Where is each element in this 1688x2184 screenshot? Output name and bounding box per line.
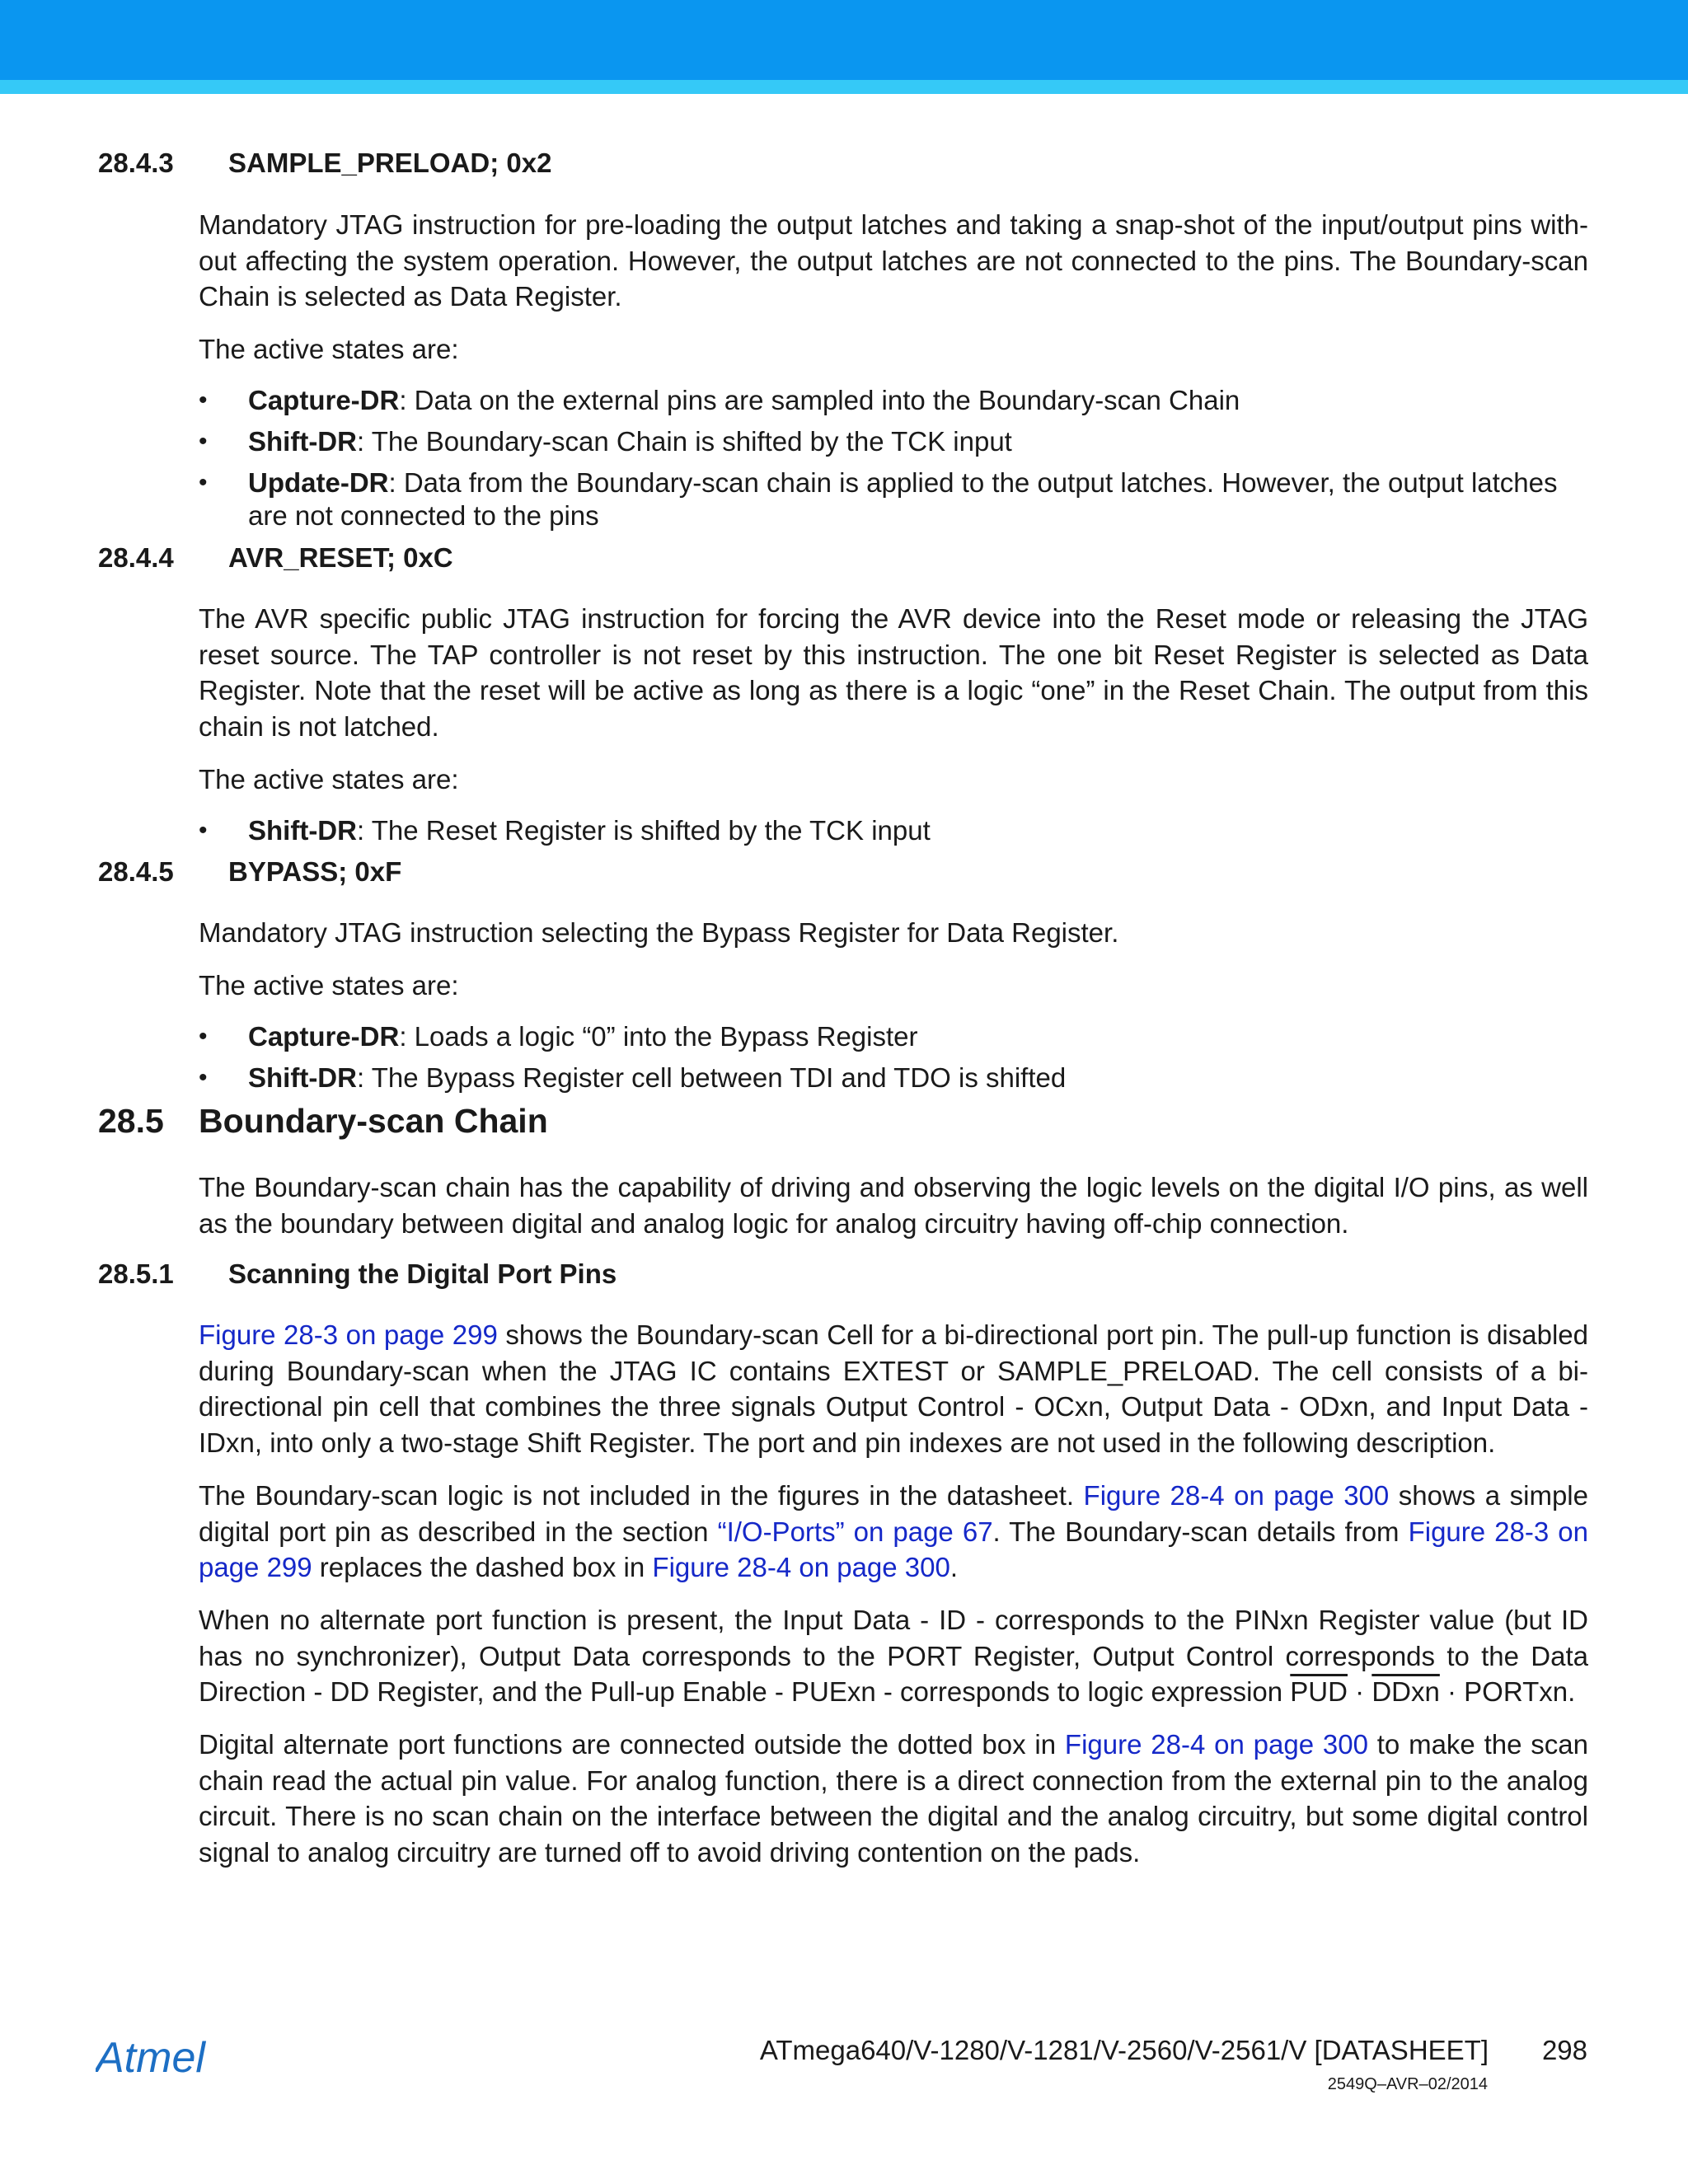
list-item [199,814,1588,847]
list-item [199,1020,1588,1053]
section-number: 28.5 [98,1102,164,1140]
paragraph: Mandatory JTAG instruction selecting the Bypass Register for Data Register. [199,917,1119,948]
list-item [199,384,1588,417]
paragraph-text: shows a simple digital port pin as described in the section [199,1480,1588,1547]
paragraph: The AVR specific public JTAG instruction for forcing the AVR device into the Reset mode or releasing the JTAG reset source. The TAP controller is not reset by this instruction. The one bit Reset Register is selected as Data Register. Note that the reset will be active as long as there is a logic “one” in the Reset Chain. The output from this chain is not latched. [199,603,1588,742]
paragraph: Mandatory JTAG instruction for pre-loading the output latches and taking a snap-shot of the input/output pins with-out affecting the system operation. However, the output latches are not connected to the pins. The Boundary-scan Chain is selected as Data Register. [199,209,1588,312]
section-heading-28-4-4 [98,541,453,574]
paragraph-text: The Boundary-scan logic is not included in the figures in the datasheet. [199,1480,1084,1511]
paragraph [199,1727,1588,1870]
page-number: 298 [1541,2035,1587,2065]
bullet-icon: • [199,428,208,455]
paragraph-text: to make the scan chain read the actual pin value. For analog function, there is a direct connection from the external pin to the analog circuit. There is no scan chain on the interface between the digital and the analog circuitry, but some digital control signal to analog circuitry are turned off to avoid driving contention on the pads. [199,1729,1588,1868]
paragraph: The Boundary-scan chain has the capability of driving and observing the logic levels on the digital I/O pins, as well as the boundary between digital and analog logic for analog circuitry having off-chip connection. [199,1172,1588,1239]
section-number: 28.5.1 [98,1258,174,1289]
paragraph-text: · [1347,1676,1372,1707]
figure-link[interactable]: Figure 28-4 on page 300 [1064,1729,1368,1760]
section-number: 28.4.3 [98,148,174,178]
list-text: : Data from the Boundary-scan chain is applied to the output latches. However, the output latches are not connected to the pins [248,467,1558,531]
paragraph: The active states are: [199,334,459,364]
header-bar [0,0,1688,80]
paragraph [199,1478,1588,1586]
list-text: : The Boundary-scan Chain is shifted by the TCK input [356,426,1012,457]
overline-term: $\overline{PUD}$ [1290,1676,1348,1707]
bullet-icon: • [199,1064,208,1091]
paragraph-text: Digital alternate port functions are connected outside the dotted box in [199,1729,1065,1760]
section-title: Boundary-scan Chain [199,1102,548,1140]
figure-link[interactable]: Figure 28-4 on page 300 [652,1552,950,1582]
paragraph-text: shows the Boundary-scan Cell for a bi-directional port pin. The pull-up function is disabled during Boundary-scan when the JTAG IC contains EXTEST or SAMPLE_PRELOAD. The cell consists of a bi-directional pin cell that combines the three signals Output Control - OCxn, Output Data - ODxn, and Input Data - IDxn, into only a two-stage Shift Register. The port and pin indexes are not used in the following description. [199,1319,1589,1458]
section-number: 28.4.5 [98,856,174,887]
figure-link[interactable]: Figure 28-4 on page 300 [1083,1480,1390,1511]
list-text: : Data on the external pins are sampled into the Boundary-scan Chain [399,385,1240,415]
header-stripe [0,80,1688,94]
logo-text: Atmel [96,2034,205,2082]
list-item [199,466,1588,532]
atmel-logo [96,2034,240,2088]
paragraph: The active states are: [199,970,459,1001]
section-link[interactable]: “I/O-Ports” on page 67 [717,1516,993,1547]
list-text: : The Bypass Register cell between TDI and TDO is shifted [356,1062,1067,1093]
document-code: 2549Q–AVR–02/2014 [1327,2075,1488,2093]
paragraph-text: replaces the dashed box in [312,1552,653,1582]
figure-link[interactable]: Figure 28-3 on page 299 [199,1516,1588,1582]
paragraph-text: · PORTxn. [1439,1676,1576,1707]
section-heading-28-5-1 [98,1258,617,1291]
overline-term: DDxn [1372,1676,1440,1707]
bullet-icon: • [199,387,208,414]
list-term: Capture-DR [248,385,400,415]
paragraph-text: . The Boundary-scan details from [992,1516,1409,1547]
paragraph [199,1602,1588,1710]
paragraph: The active states are: [199,764,459,794]
section-title: AVR_RESET; 0xC [228,542,453,573]
section-number: 28.4.4 [98,542,174,573]
section-heading-28-4-3 [98,147,551,180]
paragraph-text: . [950,1552,959,1582]
paragraph [199,1317,1588,1460]
document-title: ATmega640/V-1280/V-1281/V-2560/V-2561/V [DATASHEET] [759,2035,1489,2065]
list-item [199,425,1588,458]
paragraph-text: When no alternate port function is present, the Input Data - ID - corresponds to the PINxn Register value (but ID has no synchronizer), Output Data corresponds to the PORT Register, Output Control corresponds to the Data Direction - DD Register, and the Pull-up Enable - PUExn - corresponds to logic expression [199,1605,1588,1707]
list-term: Update-DR [248,467,389,498]
figure-link[interactable]: Figure 28-3 on page 299 [199,1319,498,1350]
list-term: Shift-DR [248,815,357,846]
section-title: SAMPLE_PRELOAD; 0x2 [228,148,552,178]
list-term: Capture-DR [248,1021,400,1052]
section-title: BYPASS; 0xF [228,856,402,887]
section-heading-28-5 [98,1101,548,1141]
bullet-icon: • [199,817,208,844]
bullet-icon: • [199,1023,208,1050]
list-term: Shift-DR [248,1062,357,1093]
list-term: Shift-DR [248,426,357,457]
list-text: : Loads a logic “0” into the Bypass Register [399,1021,918,1052]
list-text: : The Reset Register is shifted by the TCK input [356,815,931,846]
section-heading-28-4-5 [98,855,401,888]
list-item [199,1062,1588,1094]
section-title: Scanning the Digital Port Pins [228,1258,617,1289]
bullet-icon: • [199,469,208,496]
